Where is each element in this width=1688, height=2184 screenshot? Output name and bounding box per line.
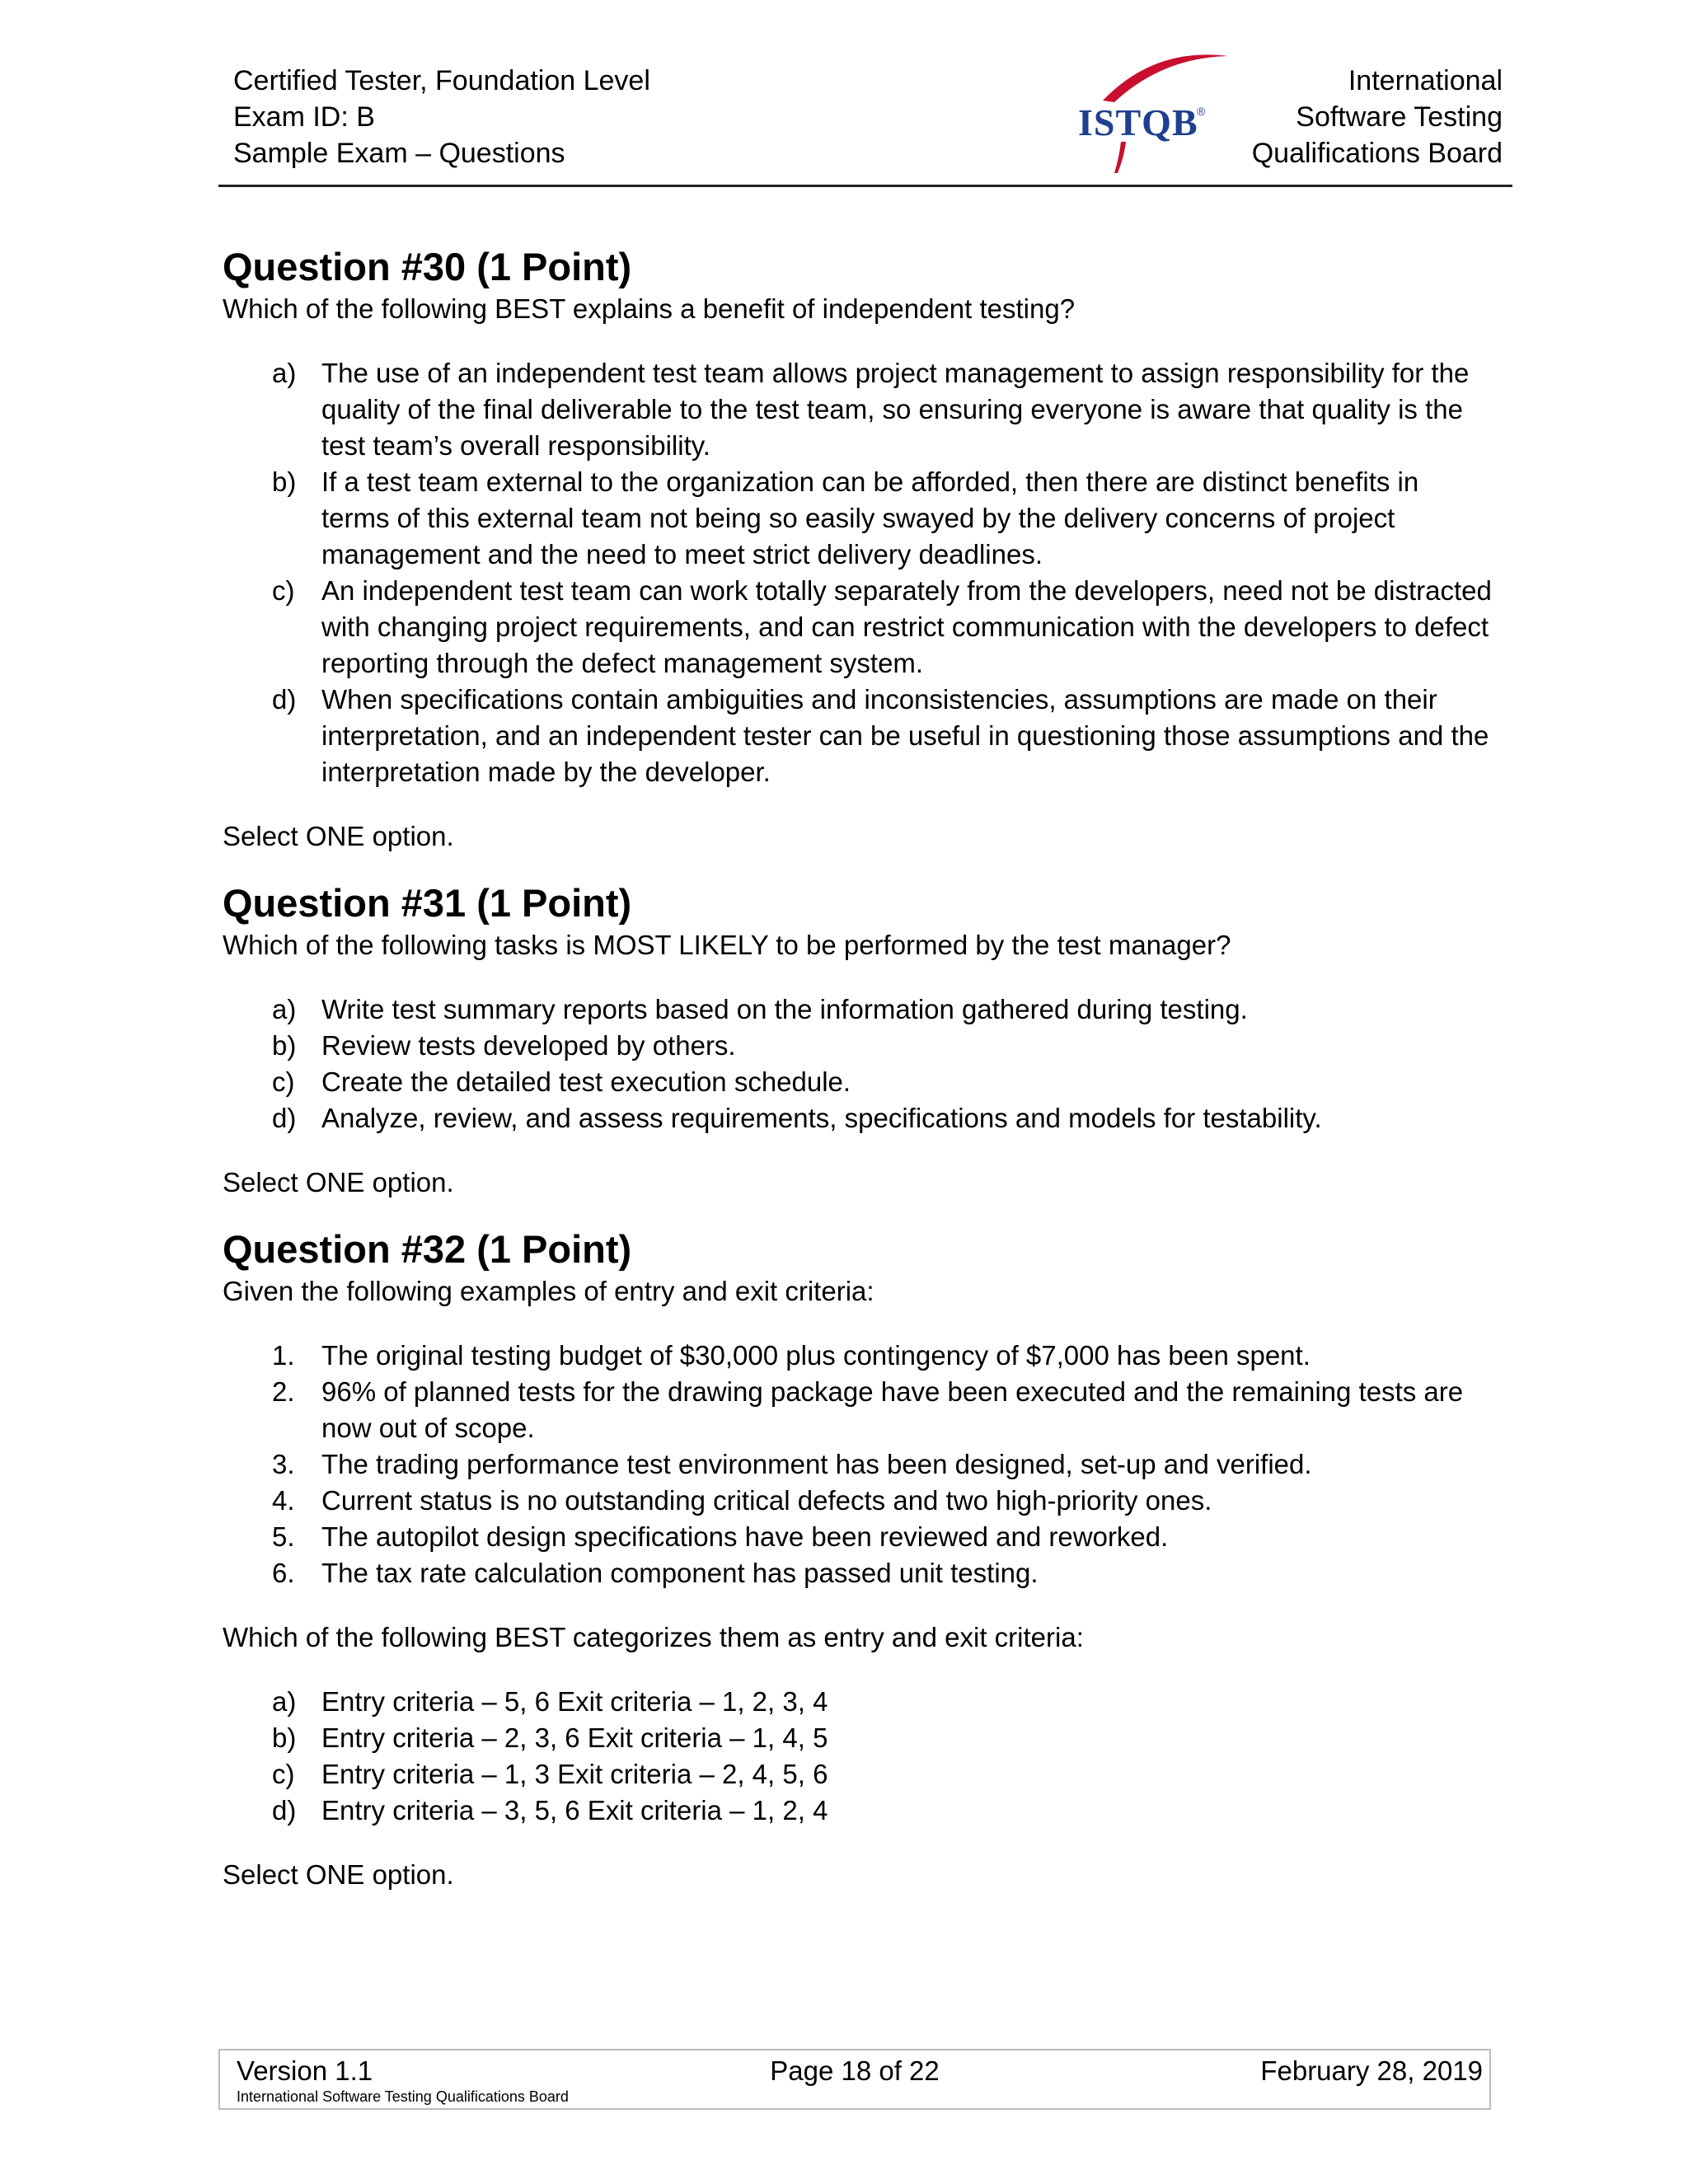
criteria-number: 5. [272, 1521, 295, 1552]
question-followup-text: Which of the following BEST categorizes them as entry and exit criteria: [223, 1622, 1084, 1652]
option-marker: a) [272, 1686, 297, 1717]
header-right-line: Qualifications Board [1251, 138, 1503, 169]
header-left-block [233, 63, 650, 171]
option-text: Entry criteria – 1, 3 Exit criteria – 2, 4, 5, 6 [321, 1759, 828, 1789]
option-text: Review tests developed by others. [321, 1030, 736, 1061]
question-32 [223, 1226, 1492, 1893]
answer-option [223, 1684, 1492, 1720]
footer-page-number: Page 18 of 22 [770, 2055, 940, 2086]
criteria-number: 2. [272, 1376, 295, 1407]
option-marker: b) [272, 1722, 297, 1753]
criteria-text: The trading performance test environment has been designed, set-up and verified. [321, 1449, 1312, 1479]
main-content [223, 243, 1492, 1918]
question-title: Question #31 (1 Point) [223, 881, 632, 925]
option-text: Entry criteria – 3, 5, 6 Exit criteria – 1, 2, 4 [321, 1795, 828, 1825]
question-31 [223, 879, 1492, 1201]
criteria-text: Current status is no outstanding critical defects and two high-priority ones. [321, 1485, 1212, 1516]
answer-option [223, 1064, 1492, 1100]
logo-registered-mark: ® [1197, 105, 1206, 118]
option-marker: a) [272, 358, 297, 388]
footer-date: February 28, 2019 [1260, 2055, 1483, 2086]
option-marker: b) [272, 466, 297, 497]
criteria-text: The autopilot design specifications have been reviewed and reworked. [321, 1521, 1169, 1552]
criteria-item [223, 1338, 1492, 1374]
option-text: Entry criteria – 2, 3, 6 Exit criteria – 1, 4, 5 [321, 1722, 828, 1753]
question-text: Which of the following tasks is MOST LIKELY to be performed by the test manager? [223, 930, 1231, 960]
option-marker: c) [272, 1759, 295, 1789]
criteria-item [223, 1555, 1492, 1591]
criteria-number: 3. [272, 1449, 295, 1479]
option-text: Create the detailed test execution schedule. [321, 1066, 851, 1097]
header-left-line: Sample Exam – Questions [233, 138, 565, 169]
option-marker: d) [272, 684, 297, 715]
logo-swoosh [1103, 54, 1228, 102]
answer-options [223, 1684, 1492, 1829]
criteria-item [223, 1374, 1492, 1446]
answer-option [223, 464, 1492, 573]
answer-option [223, 991, 1492, 1028]
criteria-text: The tax rate calculation component has passed unit testing. [321, 1558, 1039, 1588]
option-text: The use of an independent test team allows project management to assign responsibility for the quality of the final deliverable to the test team, so ensuring everyone is aware that quality is the test team’s overall responsibility. [321, 358, 1470, 461]
criteria-item [223, 1519, 1492, 1555]
criteria-text: The original testing budget of $30,000 plus contingency of $7,000 has been spent. [321, 1340, 1311, 1371]
criteria-item [223, 1483, 1492, 1519]
answer-option [223, 573, 1492, 682]
header-right-block [1252, 63, 1503, 171]
page-footer [218, 2049, 1491, 2110]
answer-option [223, 1100, 1492, 1137]
answer-option [223, 1756, 1492, 1793]
logo-wordmark: ISTQB [1078, 101, 1198, 143]
select-instruction: Select ONE option. [223, 1167, 454, 1197]
header-right-line: International [1348, 65, 1503, 96]
option-text: An independent test team can work totally separately from the developers, need not be distracted with changing project requirements, and can restrict communication with the developers to defect reporting through the defect management system. [321, 575, 1492, 678]
answer-option [223, 1720, 1492, 1756]
option-marker: c) [272, 575, 295, 606]
option-marker: b) [272, 1030, 297, 1061]
answer-option [223, 1028, 1492, 1064]
criteria-item [223, 1446, 1492, 1483]
question-30 [223, 243, 1492, 855]
option-marker: d) [272, 1795, 297, 1825]
criteria-number: 1. [272, 1340, 295, 1371]
logo-tail [1114, 142, 1126, 173]
answer-option [223, 682, 1492, 790]
question-title: Question #32 (1 Point) [223, 1227, 632, 1271]
criteria-number: 6. [272, 1558, 295, 1588]
option-text: Analyze, review, and assess requirements, specifications and models for testability. [321, 1103, 1322, 1133]
answer-options [223, 355, 1492, 790]
option-text: Write test summary reports based on the information gathered during testing. [321, 994, 1248, 1024]
page-header [218, 63, 1512, 187]
select-instruction: Select ONE option. [223, 821, 454, 851]
criteria-text: 96% of planned tests for the drawing package have been executed and the remaining tests are now out of scope. [321, 1376, 1464, 1443]
select-instruction: Select ONE option. [223, 1859, 454, 1890]
question-title: Question #30 (1 Point) [223, 245, 632, 288]
header-right-line: Software Testing [1296, 101, 1503, 133]
istqb-logo [1071, 51, 1236, 175]
answer-option [223, 355, 1492, 464]
header-left-line: Certified Tester, Foundation Level [233, 65, 650, 96]
question-text: Given the following examples of entry and exit criteria: [223, 1276, 874, 1306]
answer-option [223, 1793, 1492, 1829]
header-left-line: Exam ID: B [233, 101, 375, 133]
footer-version: Version 1.1 [237, 2055, 373, 2086]
criteria-list [223, 1338, 1492, 1591]
option-text: If a test team external to the organization can be afforded, then there are distinct benefits in terms of this external team not being so easily swayed by the delivery concerns of project management and the need to meet strict delivery deadlines. [321, 466, 1419, 569]
option-marker: c) [272, 1066, 295, 1097]
answer-options [223, 991, 1492, 1137]
option-text: Entry criteria – 5, 6 Exit criteria – 1, 2, 3, 4 [321, 1686, 828, 1717]
criteria-number: 4. [272, 1485, 295, 1516]
option-text: When specifications contain ambiguities and inconsistencies, assumptions are made on their interpretation, and an independent tester can be useful in questioning those assumptions and the interpretation made by the developer. [321, 684, 1489, 787]
footer-organization: International Software Testing Qualifications Board [237, 2088, 569, 2105]
question-text: Which of the following BEST explains a benefit of independent testing? [223, 293, 1076, 324]
option-marker: d) [272, 1103, 297, 1133]
option-marker: a) [272, 994, 297, 1024]
